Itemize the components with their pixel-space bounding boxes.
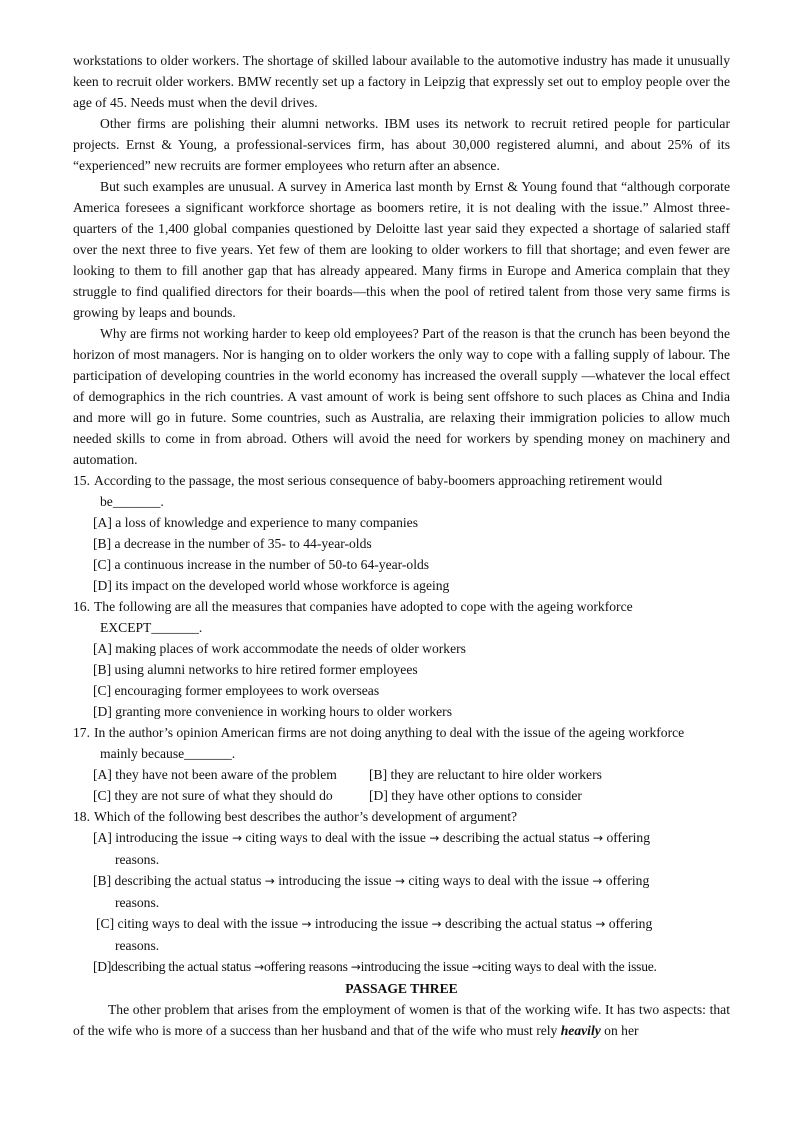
- option-c: [C] a continuous increase in the number of 50-to 64-year-olds: [93, 557, 430, 572]
- question-stem: Which of the following best describes the author’s development of argument?: [94, 809, 518, 824]
- question-stem: [94, 596, 730, 638]
- arrow-icon: →: [431, 917, 442, 931]
- passage-paragraph: Other firms are polishing their alumni networks. IBM uses its network to recruit retired people for particular projects. Ernst & Young, a professional-services firm, has about 30,000 registered alumni, and about 25% of its “experienced” new recruits are former employees who return after an absence.: [73, 116, 730, 173]
- option-step: offering reasons: [263, 959, 348, 974]
- question-stem: [94, 722, 730, 764]
- question-stem-line: The following are all the measures that companies have adopted to cope with the ageing workforce: [94, 599, 633, 614]
- option-step: offering: [605, 873, 650, 888]
- option-row: [93, 785, 730, 806]
- question-stem-line: be_______.: [100, 494, 164, 509]
- arrow-icon: →: [264, 874, 275, 888]
- option-step: citing ways to deal with the issue: [245, 830, 426, 845]
- option-step: introducing the issue: [360, 959, 469, 974]
- passage-paragraph: [73, 999, 730, 1041]
- option-c: [C] they are not sure of what they should do: [93, 788, 333, 803]
- arrow-icon: →: [231, 831, 243, 845]
- option-row: [93, 764, 730, 785]
- option-step: citing ways to deal with the issue: [408, 873, 589, 888]
- option-b: [B] they are reluctant to hire older workers: [369, 767, 602, 782]
- passage-paragraph: But such examples are unusual. A survey in America last month by Ernst & Young found that “although corporate America foresees a significant workforce shortage as boomers retire, it is not dealing with the issue.” Almost three-quarters of the 1,400 global companies questioned by Deloitte last year said they expected a shortage of salaried staff over the next three to five years. Yet few of them are looking to older workers to fill that shortage; and even fewer are looking to them to fill another gap that has already appeared. Many firms in Europe and America complain that they struggle to find qualified directors for their boards—this when the pool of retired talent from those very same firms is growing by leaps and bounds.: [73, 179, 730, 320]
- question-stem-line: In the author’s opinion American firms are not doing anything to deal with the issue of the ageing workforce: [94, 725, 685, 740]
- question-16: [73, 596, 730, 638]
- question-stem: [94, 470, 730, 512]
- question-stem-line: EXCEPT_______.: [100, 620, 203, 635]
- arrow-icon: →: [429, 831, 440, 845]
- arrow-icon: →: [394, 874, 405, 888]
- option-step: introducing the issue: [314, 916, 429, 931]
- option-d: [D] granting more convenience in working hours to older workers: [93, 704, 452, 719]
- arrow-icon: →: [592, 874, 603, 888]
- arrow-icon: →: [593, 831, 604, 845]
- option-step: describing the actual status: [442, 830, 590, 845]
- arrow-icon: →: [254, 960, 264, 974]
- paragraph-text: on her: [600, 1023, 639, 1038]
- question-number: 16.: [73, 599, 90, 614]
- arrow-icon: →: [350, 960, 361, 974]
- question-number: 18.: [73, 809, 90, 824]
- option-step: reasons.: [115, 895, 160, 910]
- option-step: describing the actual status: [114, 873, 262, 888]
- emphasized-word: heavily: [560, 1023, 601, 1038]
- option-step: offering: [608, 916, 653, 931]
- option-d: [D] they have other options to consider: [369, 788, 582, 803]
- option-step: describing the actual status: [111, 959, 251, 974]
- option-step: introducing the issue: [278, 873, 392, 888]
- option-label: [A]: [93, 830, 112, 845]
- option-b: [B] using alumni networks to hire retired former employees: [93, 662, 418, 677]
- option-step: describing the actual status: [445, 916, 592, 931]
- option-c: [C] encouraging former employees to work overseas: [93, 683, 380, 698]
- option-label: [C]: [96, 916, 115, 931]
- arrow-icon: →: [595, 917, 606, 931]
- option-step: reasons.: [115, 852, 160, 867]
- arrow-icon: →: [471, 960, 482, 974]
- arrow-icon: →: [301, 917, 312, 931]
- question-stem-line: According to the passage, the most serious consequence of baby-boomers approaching retirement would: [94, 473, 663, 488]
- question-15: [73, 470, 730, 512]
- option-d: [D] its impact on the developed world whose workforce is ageing: [93, 578, 450, 593]
- option-step: offering: [606, 830, 651, 845]
- passage-paragraph: workstations to older workers. The shortage of skilled labour available to the automotive industry has made it unusually keen to recruit older workers. BMW recently set up a factory in Leipzig that expressly set out to employ people over the age of 45. Needs must when the devil drives.: [73, 53, 730, 110]
- option-b: [93, 870, 730, 913]
- option-d: [93, 956, 730, 978]
- passage-paragraph: Why are firms not working harder to keep old employees? Part of the reason is that the crunch has been beyond the horizon of most managers. Nor is hanging on to older workers the only way to cope with a falling supply of labour. The participation of developing countries in the world economy has increased the overall supply —whatever the local effect of demographics in the rich countries. A vast amount of work is being sent offshore to such places as China and India and more will go in future. Some countries, such as Australia, are relaxing their immigration policies to allow much needed skills to come in from abroad. Others will avoid the need for workers by spending money on machinery and automation.: [73, 326, 730, 467]
- option-a: [A] a loss of knowledge and experience to many companies: [93, 515, 419, 530]
- question-number: 17.: [73, 725, 90, 740]
- question-18: [73, 806, 730, 827]
- question-17: [73, 722, 730, 764]
- question-stem-line: mainly because_______.: [100, 746, 236, 761]
- paragraph-text: The other problem that arises from the employment of women is that of the working wife. It has two aspects: that of the wife who is more of a success than her husband and that of the wife who must rely: [73, 1002, 730, 1038]
- option-a: [A] they have not been aware of the problem: [93, 767, 337, 782]
- option-a: [93, 827, 730, 870]
- exam-page: [73, 50, 730, 1041]
- option-step: citing ways to deal with the issue.: [481, 959, 657, 974]
- option-step: reasons.: [115, 938, 160, 953]
- option-a: [A] making places of work accommodate the needs of older workers: [93, 641, 466, 656]
- section-title: PASSAGE THREE: [345, 981, 458, 996]
- option-step: introducing the issue: [115, 830, 229, 845]
- option-label: [D]: [93, 959, 112, 974]
- option-step: citing ways to deal with the issue: [117, 916, 298, 931]
- option-c: [96, 913, 730, 956]
- option-b: [B] a decrease in the number of 35- to 44-year-olds: [93, 536, 372, 551]
- question-number: 15.: [73, 473, 90, 488]
- option-label: [B]: [93, 873, 112, 888]
